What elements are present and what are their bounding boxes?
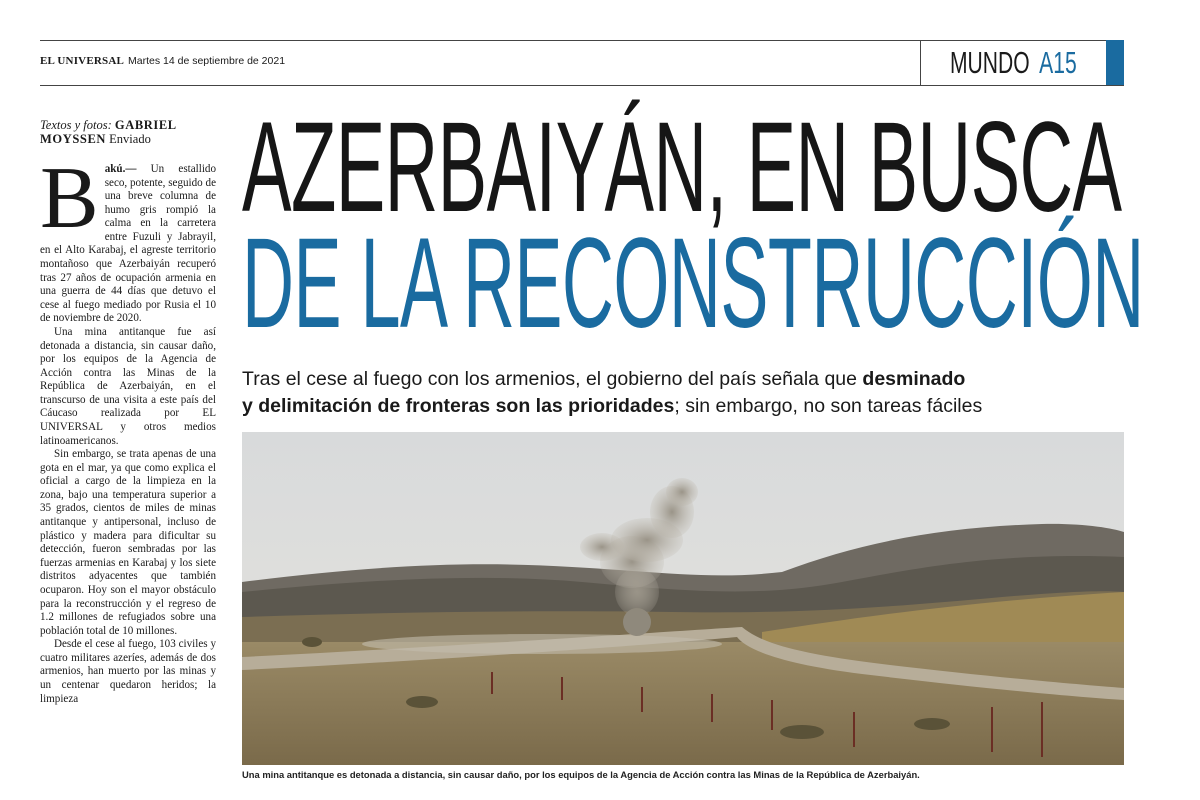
byline-credit: Textos y fotos: [40, 118, 112, 132]
dateline: akú.— [104, 163, 137, 175]
paragraph-text: Un estallido seco, potente, seguido de una breve columna de humo gris rompió la calma en la carretera entre Fuzuli y Jabrayil, en el Alto Karabaj, el agreste territorio montañoso que Azerbaiyán recuperó tras 27 años de ocupación armenia en una guerra de 44 días que detuvo el cese al fuego mediado por Rusia el 10 de noviembre de 2020. [40, 163, 216, 325]
issue-date: Martes 14 de septiembre de 2021 [128, 55, 286, 67]
header-bottom-rule [40, 85, 1124, 86]
page-number: A15 [1039, 45, 1077, 80]
headline-line-2: DE LA RECONSTRUCCIÓN [242, 212, 1144, 355]
section-name: MUNDO [950, 45, 1030, 80]
headline-line-1: AZERBAIYÁN, EN BUSCA [242, 96, 1122, 239]
byline [40, 118, 215, 146]
article-paragraph: Sin embargo, se trata apenas de una gota en el mar, ya que como explica el oficial a cargo de la limpieza en la zona, bajo una temperatura superior a 35 grados, cientos de miles de minas antitanque y antipersonal, incluso de plástico y madera para dificultar su detección, fueron sembradas por las fuerzas armenias en Karabaj y los siete distritos adyacentes que también ocuparon. Hoy son el mayor obstáculo para la reconstrucción y el regreso de 1.2 millones de refugiados sobre una población total de 10 millones. [40, 448, 216, 637]
newspaper-name: EL UNIVERSAL [40, 55, 125, 67]
explosion-landscape-image [242, 432, 1124, 765]
author-first-name: GABRIEL [114, 118, 177, 132]
subheadline [242, 366, 1122, 420]
author-role: Enviado [109, 132, 151, 146]
article-paragraph: Una mina antitanque fue así detonada a distancia, sin causar daño, por los equipos de la Agencia de Acción contra las Minas de la República de Azerbaiyán, en el transcurso de una visita a este país del Cáucaso realizada por EL UNIVERSAL y otros medios latinoamericanos. [40, 325, 216, 447]
header-divider [920, 40, 921, 85]
headline [242, 96, 1144, 355]
section-accent-bar [1106, 40, 1124, 86]
masthead [40, 55, 285, 67]
header-top-rule [40, 40, 1124, 41]
article-paragraph [40, 150, 216, 326]
drop-cap: B [40, 150, 99, 247]
author-last-name: MOYSSEN [40, 132, 107, 146]
section-label [950, 44, 1077, 82]
deck-bold: desminado [862, 368, 966, 390]
deck-text: Tras el cese al fuego con los armenios, el gobierno del país señala que [242, 368, 863, 390]
article-paragraph: Desde el cese al fuego, 103 civiles y cuatro militares azeríes, además de dos armenios, han muerto por las minas y un centenar quedaron heridos; la limpieza [40, 638, 216, 705]
deck-bold: y delimitación de fronteras son las prioridades [242, 395, 675, 417]
article-body [40, 150, 216, 706]
news-photo [242, 432, 1124, 765]
deck-text: ; sin embargo, no son tareas fáciles [674, 395, 983, 417]
photo-caption: Una mina antitanque es detonada a distancia, sin causar daño, por los equipos de la Agencia de Acción contra las Minas de la República de Azerbaiyán. [242, 769, 920, 780]
